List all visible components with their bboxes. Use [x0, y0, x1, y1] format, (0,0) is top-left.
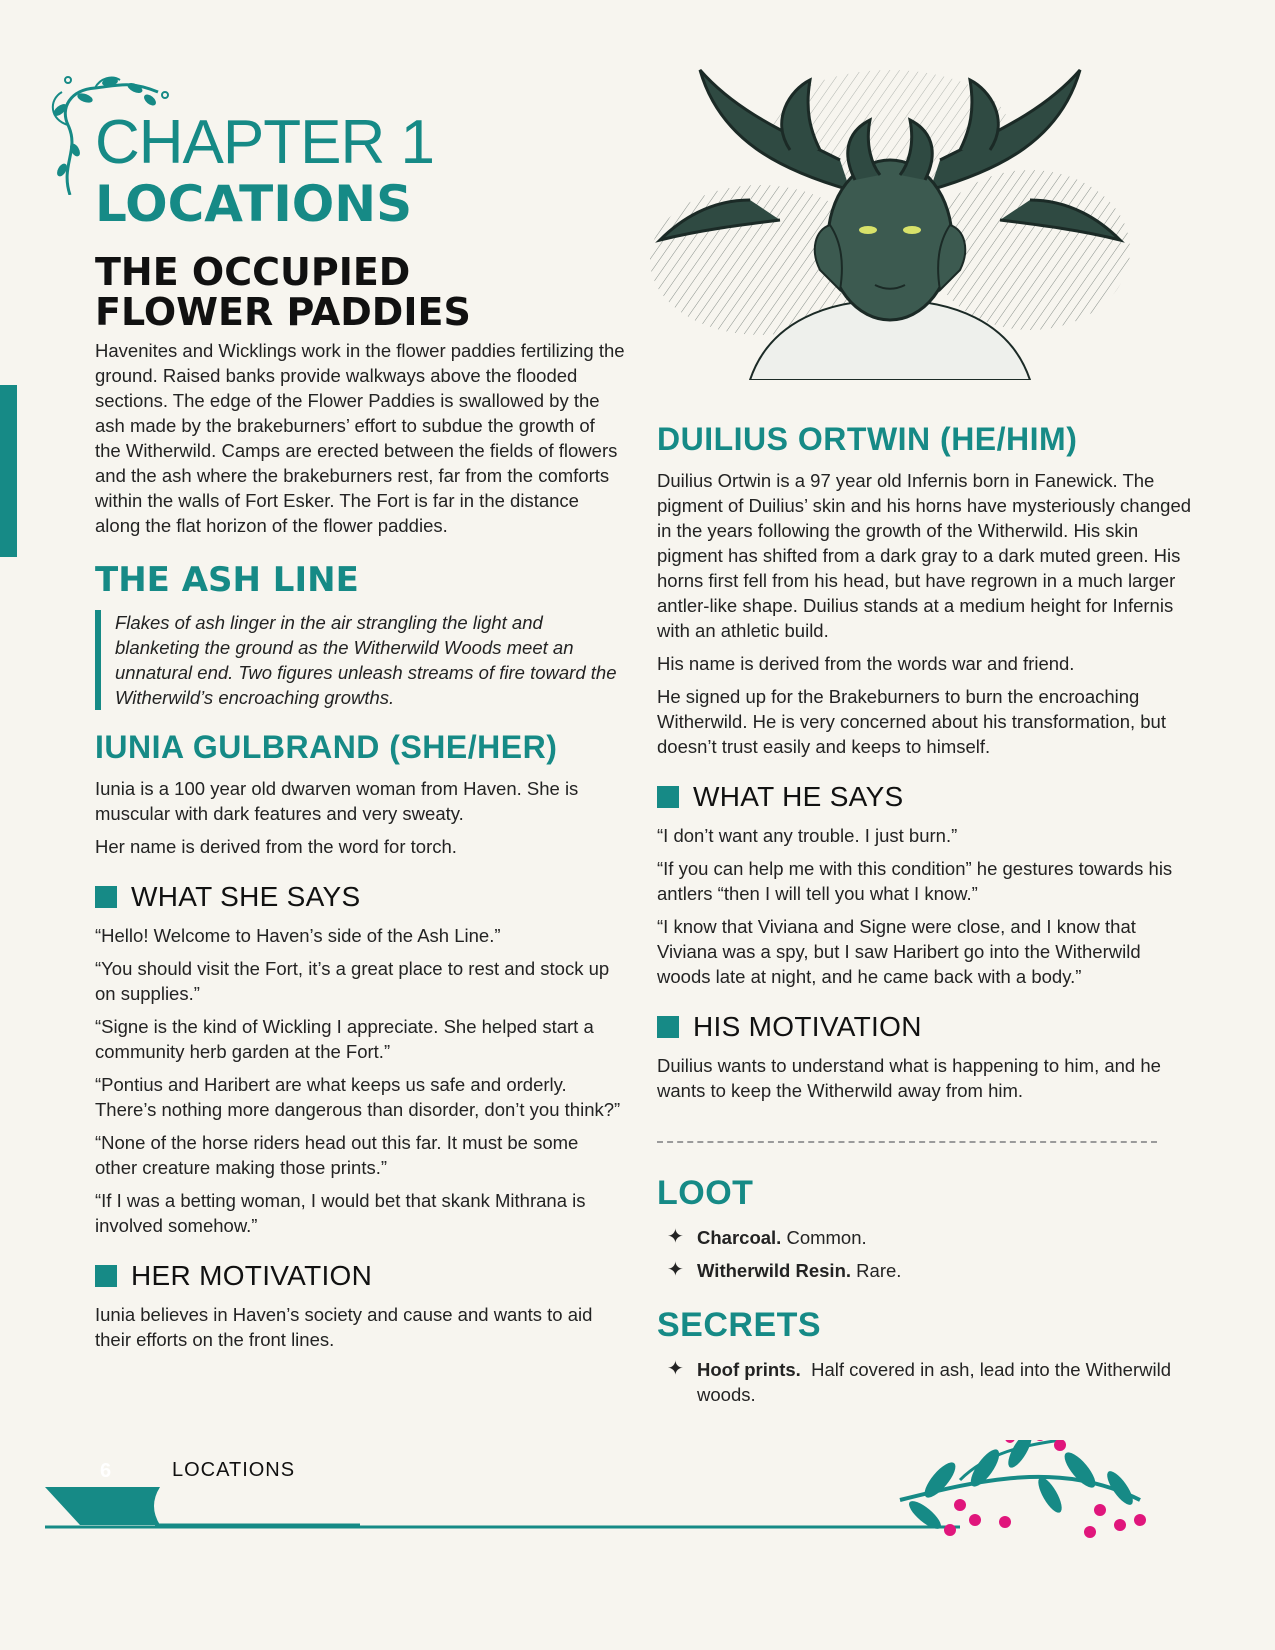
- duilius-desc-3: He signed up for the Brakeburners to burn the encroaching Witherwild. He is very concerned about his transformation, but doesn’t trust easily and keeps to himself.: [657, 686, 1166, 757]
- star-bullet-icon: ✦: [667, 1226, 684, 1248]
- loot-item-name: Witherwild Resin.: [697, 1260, 852, 1281]
- duilius-quote: “I know that Viviana and Signe were close, and I know that Viviana was a spy, but I saw Haribert go into the Witherwild woods late at night, and he came back with a body.”: [657, 916, 1141, 987]
- duilius-quote: “I don’t want any trouble. I just burn.”: [657, 825, 958, 846]
- secrets-list: [657, 1357, 1197, 1407]
- dashed-divider: [657, 1141, 1157, 1143]
- iunia-quote: “None of the horse riders head out this far. It must be some other creature making those prints.”: [95, 1132, 579, 1178]
- loot-heading: LOOT: [657, 1174, 754, 1212]
- berry-branch-icon: [900, 1440, 1146, 1538]
- duilius-desc-2: His name is derived from the words war and friend.: [657, 653, 1075, 674]
- secret-item-text: Half covered in ash, lead into the Witherwild woods.: [697, 1359, 1171, 1405]
- iunia-quote: “Hello! Welcome to Haven’s side of the Ash Line.”: [95, 925, 501, 946]
- sub-heading-label: HER MOTIVATION: [131, 1260, 373, 1291]
- star-bullet-icon: ✦: [667, 1259, 684, 1281]
- footer-label: LOCATIONS: [172, 1459, 296, 1481]
- duilius-motivation-heading: [657, 1011, 1197, 1043]
- iunia-quote: “If I was a betting woman, I would bet that skank Mithrana is involved somehow.”: [95, 1190, 586, 1236]
- npc-title-duilius: DUILIUS ORTWIN (HE/HIM): [657, 421, 1078, 457]
- iunia-quote: “You should visit the Fort, it’s a great place to rest and stock up on supplies.”: [95, 958, 610, 1004]
- square-bullet-icon: [95, 886, 117, 908]
- iunia-says-heading: [95, 881, 625, 913]
- loot-item: [657, 1258, 1197, 1283]
- iunia-desc-2: Her name is derived from the word for torch.: [95, 836, 457, 857]
- sub-heading-label: WHAT HE SAYS: [693, 781, 904, 812]
- ash-line-flavor-text: [95, 610, 625, 710]
- iunia-desc-1: Iunia is a 100 year old dwarven woman from Haven. She is muscular with dark features and very sweaty.: [95, 778, 579, 824]
- secrets-heading: SECRETS: [657, 1306, 822, 1344]
- duilius-quote: “If you can help me with this condition” he gestures towards his antlers “then I will tell you what I know.”: [657, 858, 1173, 904]
- chapter-title: LOCATIONS: [95, 175, 413, 233]
- sidebar-tab: [0, 385, 17, 557]
- section-title-flower-paddies: [95, 252, 625, 332]
- section-title-line1: THE OCCUPIED: [95, 250, 411, 294]
- section-title-ash-line: THE ASH LINE: [95, 560, 359, 600]
- footer-banner: [0, 1440, 1275, 1550]
- iunia-quote: “Pontius and Haribert are what keeps us safe and orderly. There’s nothing more dangerous than disorder, don’t you think?”: [95, 1074, 621, 1120]
- page-number: 6: [100, 1460, 112, 1482]
- square-bullet-icon: [95, 1265, 117, 1287]
- sub-heading-label: HIS MOTIVATION: [693, 1011, 922, 1042]
- secret-item-name: Hoof prints.: [697, 1359, 801, 1380]
- secret-item: [657, 1357, 1197, 1407]
- iunia-motivation: Iunia believes in Haven’s society and cause and wants to aid their efforts on the front lines.: [95, 1304, 593, 1350]
- loot-item: [657, 1225, 1197, 1250]
- flower-paddies-body: Havenites and Wicklings work in the flower paddies fertilizing the ground. Raised banks provide walkways above the flooded sections. The edge of the Flower Paddies is swallowed by the ash made by the brakeburners’ effort to subdue the growth of the Witherwild. Camps are erected between the fields of flowers and the ash where the brakeburners rest, far from the comforts within the walls of Fort Esker. The Fort is far in the distance along the flat horizon of the flower paddies.: [95, 340, 625, 536]
- chapter-label: CHAPTER 1: [95, 108, 434, 177]
- star-bullet-icon: ✦: [667, 1358, 684, 1380]
- left-column: [95, 110, 625, 1360]
- flavor-text: Flakes of ash linger in the air strangling the light and blanketing the ground as the Witherwild Woods meet an unnatural end. Two figures unleash streams of fire toward the Witherwild’s encroaching growths.: [115, 612, 617, 708]
- infernis-portrait-illustration: [640, 50, 1140, 380]
- square-bullet-icon: [657, 1016, 679, 1038]
- loot-item-rarity: Rare.: [856, 1260, 902, 1281]
- section-title-line2: FLOWER PADDIES: [95, 290, 471, 334]
- sub-heading-label: WHAT SHE SAYS: [131, 881, 361, 912]
- loot-item-name: Charcoal.: [697, 1227, 782, 1248]
- right-column: [657, 420, 1197, 1429]
- duilius-desc-1: Duilius Ortwin is a 97 year old Infernis born in Fanewick. The pigment of Duilius’ skin and his horns have mysteriously changed in the years following the growth of the Witherwild. His skin pigment has shifted from a dark gray to a dark muted green. His horns first fell from his head, but have regrown in a much larger antler-like shape. Duilius stands at a medium height for Infernis with an athletic build.: [657, 470, 1192, 641]
- square-bullet-icon: [657, 786, 679, 808]
- npc-title-iunia: IUNIA GULBRAND (SHE/HER): [95, 729, 558, 765]
- loot-list: [657, 1225, 1197, 1283]
- iunia-quote: “Signe is the kind of Wickling I appreciate. She helped start a community herb garden at the Fort.”: [95, 1016, 594, 1062]
- loot-item-rarity: Common.: [786, 1227, 867, 1248]
- duilius-says-heading: [657, 781, 1197, 813]
- iunia-motivation-heading: [95, 1260, 625, 1292]
- duilius-motivation: Duilius wants to understand what is happening to him, and he wants to keep the Witherwild away from him.: [657, 1055, 1161, 1101]
